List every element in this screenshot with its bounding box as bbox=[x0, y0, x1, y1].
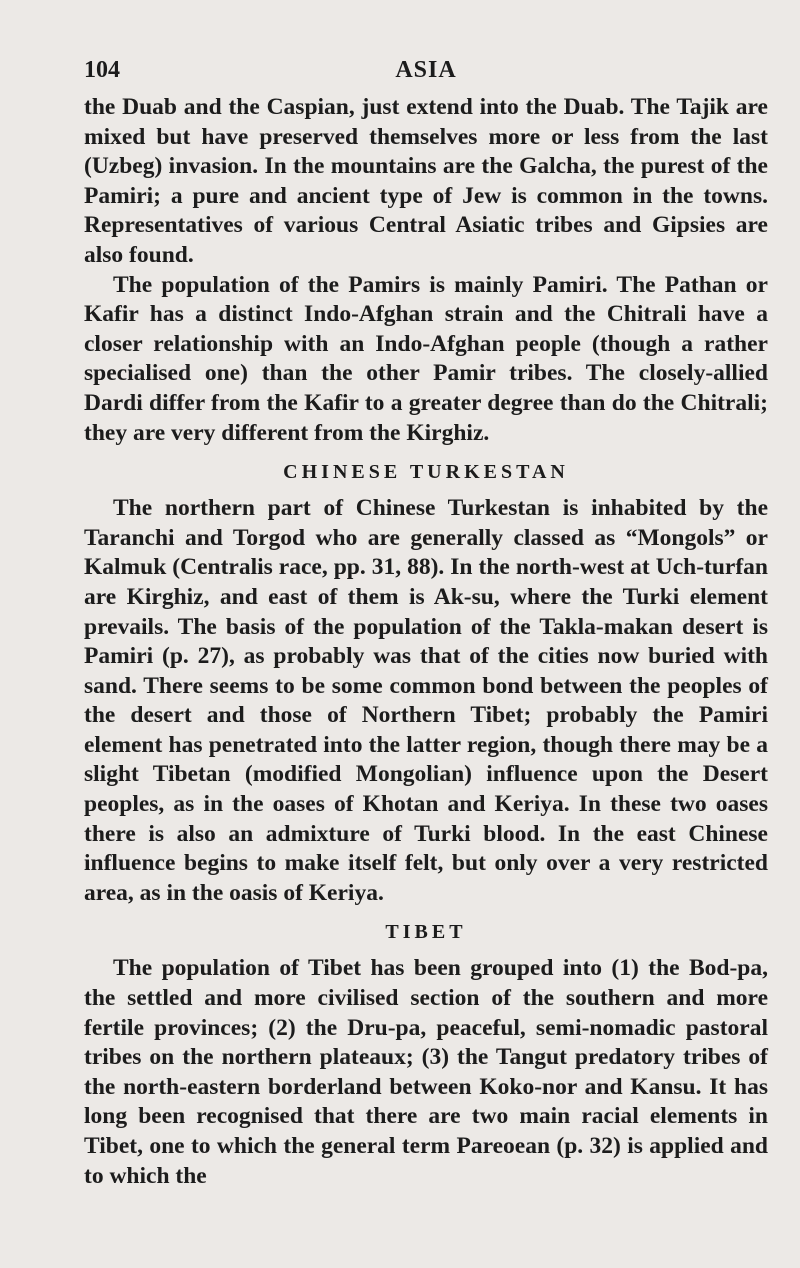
body-text bbox=[84, 93, 768, 1191]
paragraph-continued: the Duab and the Caspian, just extend into the Duab. The Tajik are mixed but have preserved themselves more or less from the last (Uzbeg) invasion. In the mountains are the Galcha, the purest of the Pamiri; a pure and ancient type of Jew is common in the towns. Representatives of various Central Asiatic tribes and Gipsies are also found. bbox=[84, 94, 768, 268]
section-heading-tibet: TIBET bbox=[385, 921, 467, 944]
page-number: 104 bbox=[84, 57, 120, 83]
paragraph-tibet: The population of Tibet has been grouped into (1) the Bod-pa, the settled and more civilised section of the southern and more fertile provinces; (2) the Dru-pa, peaceful, semi-nomadic pastoral tribes on the northern plateaux; (3) the Tangut predatory tribes of the north-eastern borderland between Koko-nor and Kansu. It has long been recognised that there are two main racial elements in Tibet, one to which the general term Pareoean (p. 32) is applied and to which the bbox=[84, 955, 768, 1189]
running-head bbox=[84, 57, 768, 87]
running-title: ASIA bbox=[395, 57, 457, 83]
section-heading-chinese-turkestan: CHINESE TURKESTAN bbox=[283, 461, 569, 484]
paragraph-chinese-turkestan: The northern part of Chinese Turkestan is inhabited by the Taranchi and Torgod who are generally classed as “Mongols” or Kalmuk (Centralis race, pp. 31, 88). In the north-west at Uch-turfan are Kirghiz, and east of them is Ak-su, where the Turki element prevails. The basis of the population of the Takla-makan desert is Pamiri (p. 27), as probably was that of the cities now buried with sand. There seems to be some common bond between the peoples of the desert and those of Northern Tibet; probably the Pamiri element has penetrated into the latter region, though there may be a slight Tibetan (modified Mongolian) influence upon the Desert peoples, as in the oases of Khotan and Keriya. In these two oases there is also an admixture of Turki blood. In the east Chinese influence begins to make itself felt, but only over a very restricted area, as in the oasis of Keriya. bbox=[84, 495, 768, 906]
paragraph-pamirs: The population of the Pamirs is mainly Pamiri. The Pathan or Kafir has a distinct Indo-Afghan strain and the Chitrali have a closer relationship with an Indo-Afghan people (though a rather specialised one) than the other Pamir tribes. The closely-allied Dardi differ from the Kafir to a greater degree than do the Chitrali; they are very different from the Kirghiz. bbox=[84, 271, 768, 446]
